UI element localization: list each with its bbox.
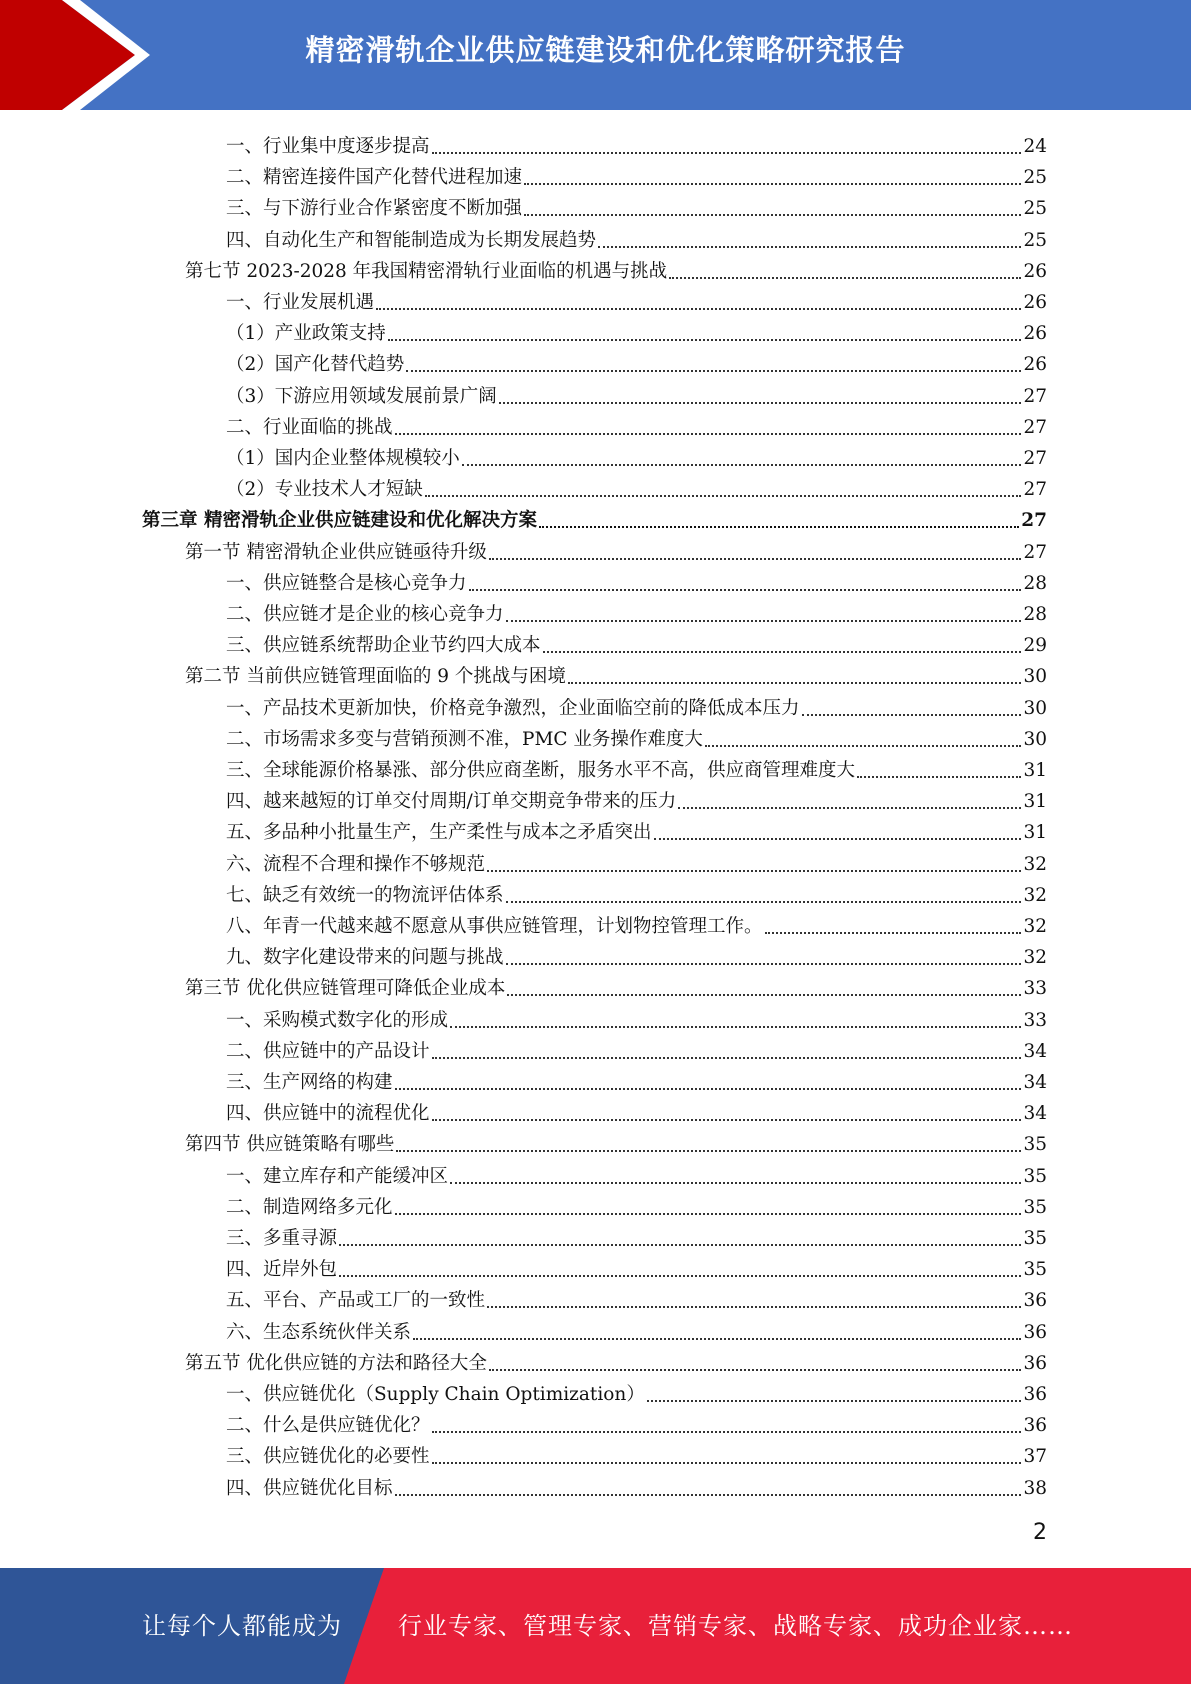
toc-entry-page: 27 [1021, 510, 1047, 532]
toc-entry-label: 一、行业集中度逐步提高 [226, 136, 430, 157]
toc-entry-page: 31 [1023, 791, 1047, 813]
toc-entry-page: 25 [1023, 198, 1047, 220]
toc-dot-leader [489, 541, 1022, 565]
toc-entry[interactable] [226, 1282, 1047, 1313]
toc-entry[interactable] [226, 1438, 1047, 1469]
toc-entry[interactable] [226, 565, 1047, 596]
toc-entry-page: 34 [1023, 1040, 1047, 1062]
toc-dot-leader [654, 821, 1022, 845]
toc-entry-label: 第五节 优化供应链的方法和路径大全 [185, 1352, 487, 1374]
toc-entry-page: 27 [1023, 385, 1047, 407]
toc-entry-label: 第三章 精密滑轨企业供应链建设和优化解决方案 [142, 510, 537, 532]
toc-dot-leader [395, 1071, 1022, 1095]
toc-dot-leader [506, 603, 1022, 627]
toc-dot-leader [432, 135, 1022, 159]
toc-entry[interactable] [226, 783, 1047, 814]
toc-entry-page: 34 [1023, 1103, 1047, 1125]
toc-entry-page: 30 [1023, 697, 1047, 719]
toc-dot-leader [857, 759, 1021, 783]
toc-entry-page: 26 [1023, 260, 1047, 282]
toc-entry[interactable] [226, 1189, 1047, 1220]
toc-entry[interactable] [226, 159, 1047, 190]
toc-entry[interactable] [226, 690, 1047, 721]
toc-entry[interactable] [226, 939, 1047, 970]
toc-entry-label: （1）国内企业整体规模较小 [226, 448, 460, 469]
toc-entry[interactable] [226, 721, 1047, 752]
toc-dot-leader [524, 197, 1021, 221]
toc-entry[interactable] [226, 877, 1047, 908]
toc-dot-leader [388, 322, 1022, 346]
toc-entry-page: 31 [1023, 760, 1047, 781]
toc-entry-page: 34 [1023, 1072, 1047, 1093]
toc-entry-label: 九、数字化建设带来的问题与挑战 [226, 947, 504, 969]
toc-entry[interactable] [226, 222, 1047, 253]
toc-entry-label: 一、产品技术更新加快，价格竞争激烈，企业面临空前的降低成本压力 [226, 697, 800, 719]
toc-entry-page: 30 [1023, 728, 1047, 750]
toc-dot-leader [669, 260, 1021, 284]
toc-entry-label: 二、供应链才是企业的核心竞争力 [226, 604, 504, 625]
toc-dot-leader [450, 1165, 1021, 1189]
toc-dot-leader [339, 1258, 1021, 1282]
toc-entry-page: 33 [1023, 1009, 1047, 1031]
toc-entry-label: 八、年青一代越来越不愿意从事供应链管理，计划物控管理工作。 [226, 916, 763, 937]
toc-dot-leader [524, 166, 1021, 190]
toc-entry-label: 四、自动化生产和智能制造成为长期发展趋势 [226, 229, 597, 251]
toc-dot-leader [598, 229, 1021, 253]
toc-entry[interactable] [226, 1407, 1047, 1438]
footer-slogan-left: 让每个人都能成为 [142, 1612, 342, 1640]
toc-dot-leader [647, 1383, 1022, 1407]
toc-dot-leader [543, 634, 1022, 658]
toc-dot-leader [425, 478, 1022, 502]
toc-entry-page: 36 [1023, 1321, 1047, 1343]
toc-entry[interactable] [226, 190, 1047, 221]
toc-dot-leader [499, 385, 1022, 409]
toc-entry-label: 四、近岸外包 [226, 1259, 338, 1281]
toc-entry[interactable] [226, 378, 1047, 409]
toc-entry[interactable] [226, 908, 1047, 939]
toc-dot-leader [506, 884, 1022, 908]
toc-entry-label: 二、行业面临的挑战 [226, 416, 393, 438]
toc-entry[interactable] [185, 253, 1047, 284]
toc-entry-label: 四、供应链中的流程优化 [226, 1103, 430, 1125]
toc-entry-page: 35 [1023, 1228, 1047, 1249]
toc-entry-label: 第三节 优化供应链管理可降低企业成本 [185, 978, 506, 1000]
toc-entry-label: 第四节 供应链策略有哪些 [185, 1134, 395, 1156]
toc-dot-leader [413, 1321, 1021, 1345]
toc-entry-label: 三、全球能源价格暴涨、部分供应商垄断，服务水平不高，供应商管理难度大 [226, 760, 856, 781]
page-footer [0, 1568, 1191, 1684]
toc-entry-label: 三、多重寻源 [226, 1228, 338, 1249]
toc-entry[interactable] [226, 346, 1047, 377]
toc-entry-label: 四、越来越短的订单交付周期/订单交期竞争带来的压力 [226, 791, 677, 813]
toc-entry-page: 29 [1023, 635, 1047, 657]
toc-dot-leader [376, 291, 1021, 315]
toc-dot-leader [507, 977, 1021, 1001]
toc-entry-label: 六、生态系统伙伴关系 [226, 1321, 412, 1343]
toc-entry-page: 27 [1023, 416, 1047, 438]
toc-entry-page: 31 [1023, 822, 1047, 844]
toc-entry-label: 第七节 2023-2028 年我国精密滑轨行业面临的机遇与挑战 [185, 260, 668, 282]
toc-entry-page: 32 [1023, 916, 1047, 937]
toc-entry-page: 36 [1023, 1290, 1047, 1312]
toc-entry-label: 六、流程不合理和操作不够规范 [226, 853, 486, 875]
toc-entry-label: 三、供应链优化的必要性 [226, 1446, 430, 1468]
toc-dot-leader [539, 509, 1019, 533]
toc-dot-leader [339, 1227, 1021, 1251]
toc-entry-label: 二、市场需求多变与营销预测不准，PMC 业务操作难度大 [226, 728, 703, 750]
toc-dot-leader [469, 572, 1022, 596]
page-header [0, 0, 1191, 110]
toc-entry[interactable] [226, 315, 1047, 346]
toc-entry-label: 四、供应链优化目标 [226, 1477, 393, 1499]
toc-dot-leader [506, 946, 1022, 970]
toc-entry-label: 一、供应链优化（Supply Chain Optimization） [226, 1384, 645, 1405]
toc-entry-page: 26 [1023, 292, 1047, 313]
toc-entry[interactable] [142, 502, 1047, 533]
toc-entry[interactable] [226, 1158, 1047, 1189]
toc-dot-leader [489, 1352, 1022, 1376]
toc-dot-leader [568, 665, 1022, 689]
toc-entry-page: 27 [1023, 479, 1047, 501]
toc-entry-page: 25 [1023, 167, 1047, 189]
toc-entry-page: 27 [1023, 541, 1047, 563]
toc-entry-page: 37 [1023, 1446, 1047, 1468]
toc-dot-leader [396, 1133, 1021, 1157]
toc-dot-leader [487, 1289, 1021, 1313]
toc-entry-page: 36 [1023, 1415, 1047, 1437]
toc-entry[interactable] [226, 814, 1047, 845]
toc-entry-label: （2）国产化替代趋势 [226, 354, 405, 376]
toc-entry[interactable] [226, 1314, 1047, 1345]
toc-entry-page: 25 [1023, 229, 1047, 251]
toc-entry[interactable] [226, 1251, 1047, 1282]
toc-dot-leader [432, 1040, 1022, 1064]
toc-entry[interactable] [226, 1002, 1047, 1033]
toc-dot-leader [432, 1445, 1022, 1469]
toc-entry[interactable] [226, 284, 1047, 315]
toc-entry-page: 27 [1023, 448, 1047, 469]
toc-entry-label: 一、建立库存和产能缓冲区 [226, 1165, 449, 1187]
toc-entry-label: 一、供应链整合是核心竞争力 [226, 572, 467, 594]
toc-entry-label: 二、供应链中的产品设计 [226, 1040, 430, 1062]
toc-entry-label: 二、制造网络多元化 [226, 1196, 393, 1218]
toc-dot-leader [462, 447, 1022, 471]
toc-entry-page: 32 [1023, 884, 1047, 906]
toc-entry-label: 二、精密连接件国产化替代进程加速 [226, 167, 523, 189]
toc-entry-page: 35 [1023, 1134, 1047, 1156]
toc-entry-page: 28 [1023, 572, 1047, 594]
toc-entry[interactable] [226, 471, 1047, 502]
toc-entry-page: 38 [1023, 1477, 1047, 1499]
toc-entry[interactable] [185, 1126, 1047, 1157]
toc-entry[interactable] [226, 128, 1047, 159]
toc-dot-leader [432, 1102, 1022, 1126]
page-number: 2 [1033, 1520, 1047, 1545]
toc-entry-label: 七、缺乏有效统一的物流评估体系 [226, 884, 504, 906]
toc-entry-page: 36 [1023, 1384, 1047, 1405]
toc-dot-leader [765, 915, 1022, 939]
toc-dot-leader [406, 353, 1021, 377]
toc-entry-page: 36 [1023, 1352, 1047, 1374]
toc-entry-label: 第一节 精密滑轨企业供应链亟待升级 [185, 541, 487, 563]
toc-entry-page: 24 [1023, 136, 1047, 157]
toc-entry[interactable] [226, 846, 1047, 877]
toc-entry[interactable] [226, 752, 1047, 783]
toc-entry-label: 三、与下游行业合作紧密度不断加强 [226, 198, 523, 220]
toc-entry-page: 35 [1023, 1165, 1047, 1187]
toc-entry-page: 35 [1023, 1259, 1047, 1281]
toc-entry[interactable] [185, 534, 1047, 565]
toc-entry-page: 32 [1023, 947, 1047, 969]
toc-dot-leader [678, 790, 1021, 814]
toc-entry-page: 32 [1023, 853, 1047, 875]
toc-dot-leader [802, 697, 1022, 721]
toc-dot-leader [705, 728, 1022, 752]
toc-dot-leader [450, 1009, 1021, 1033]
toc-entry[interactable] [185, 1345, 1047, 1376]
toc-entry[interactable] [226, 596, 1047, 627]
toc-entry-page: 30 [1023, 666, 1047, 688]
toc-entry[interactable] [185, 970, 1047, 1001]
toc-entry-label: 一、采购模式数字化的形成 [226, 1009, 449, 1031]
toc-dot-leader [432, 1414, 1022, 1438]
toc-entry[interactable] [226, 1033, 1047, 1064]
toc-entry-label: 第二节 当前供应链管理面临的 9 个挑战与困境 [185, 666, 566, 688]
toc-entry-page: 26 [1023, 354, 1047, 376]
toc-entry-page: 33 [1023, 978, 1047, 1000]
toc-entry-label: （2）专业技术人才短缺 [226, 479, 423, 501]
toc-entry-page: 26 [1023, 323, 1047, 345]
toc-entry-page: 28 [1023, 604, 1047, 625]
toc-entry[interactable] [226, 1376, 1047, 1407]
toc-entry[interactable] [226, 1220, 1047, 1251]
toc-entry[interactable] [226, 1470, 1047, 1501]
toc-entry-label: 五、平台、产品或工厂的一致性 [226, 1290, 486, 1312]
toc-entry-label: 三、供应链系统帮助企业节约四大成本 [226, 635, 541, 657]
header-title: 精密滑轨企业供应链建设和优化策略研究报告 [305, 33, 906, 67]
toc-dot-leader [395, 1477, 1022, 1501]
toc-entry[interactable] [185, 658, 1047, 689]
toc-entry[interactable] [226, 440, 1047, 471]
toc-dot-leader [395, 1196, 1022, 1220]
footer-slogan-right: 行业专家、管理专家、营销专家、战略专家、成功企业家…… [398, 1612, 1073, 1640]
toc-entry[interactable] [226, 627, 1047, 658]
toc-entry-label: （1）产业政策支持 [226, 323, 386, 345]
toc-entry[interactable] [226, 1064, 1047, 1095]
toc-entry[interactable] [226, 409, 1047, 440]
toc-entry-label: （3）下游应用领域发展前景广阔 [226, 385, 497, 407]
toc-dot-leader [395, 416, 1022, 440]
toc-entry[interactable] [226, 1095, 1047, 1126]
toc-entry-label: 二、什么是供应链优化？ [226, 1415, 430, 1437]
toc-entry-label: 一、行业发展机遇 [226, 292, 375, 313]
toc-entry-page: 35 [1023, 1196, 1047, 1218]
toc-entry-label: 三、生产网络的构建 [226, 1072, 393, 1093]
toc-dot-leader [487, 853, 1021, 877]
toc-entry-label: 五、多品种小批量生产，生产柔性与成本之矛盾突出 [226, 822, 652, 844]
